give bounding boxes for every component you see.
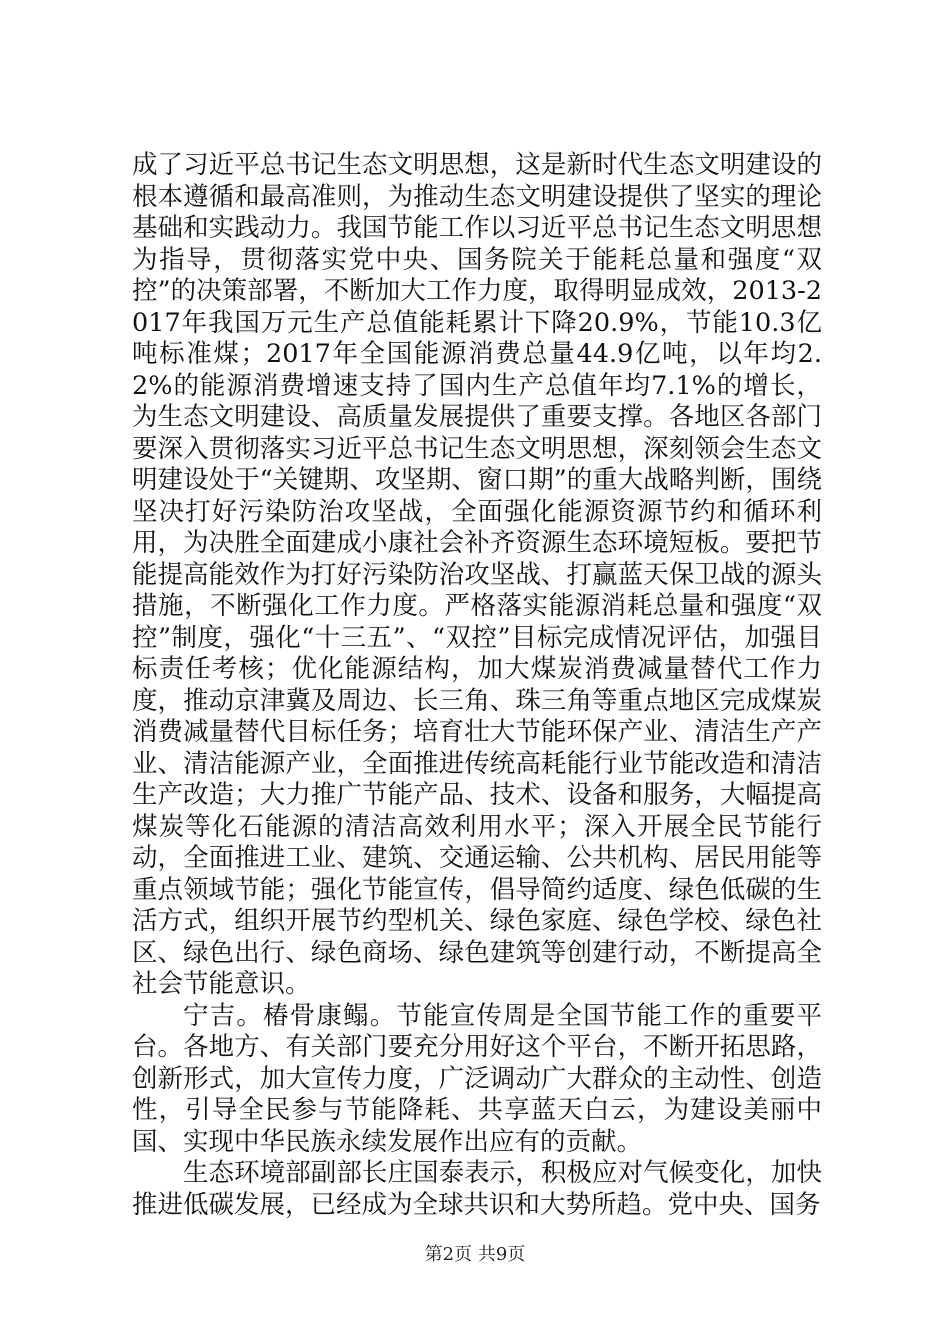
paragraph-3: 生态环境部副部长庄国泰表示，积极应对气候变化，加快推进低碳发展，已经成为全球共识和大势所趋。党中央、国务 (132, 1158, 822, 1220)
paragraph-1: 成了习近平总书记生态文明思想，这是新时代生态文明建设的根本遵循和最高准则，为推动生态文明建设提供了坚实的理论基础和实践动力。我国节能工作以习近平总书记生态文明思想为指导，贯彻落实党中央、国务院关于能耗总量和强度“双控”的决策部署，不断加大工作力度，取得明显成效，2013-2017年我国万元生产总值能耗累计下降20.9%，节能10.3亿吨标准煤；2017年全国能源消费总量44.9亿吨，以年均2.2%的能源消费增速支持了国内生产总值年均7.1%的增长，为生态文明建设、高质量发展提供了重要支撑。各地区各部门要深入贯彻落实习近平总书记生态文明思想，深刻领会生态文明建设处于“关键期、攻坚期、窗口期”的重大战略判断，围绕坚决打好污染防治攻坚战，全面强化能源资源节约和循环利用，为决胜全面建成小康社会补齐资源生态环境短板。要把节能提高能效作为打好污染防治攻坚战、打赢蓝天保卫战的源头措施，不断强化工作力度。严格落实能源消耗总量和强度“双控”制度，强化“十三五”、“双控”目标完成情况评估，加强目标责任考核；优化能源结构，加大煤炭消费减量替代工作力度，推动京津冀及周边、长三角、珠三角等重点地区完成煤炭消费减量替代目标任务；培育壮大节能环保产业、清洁生产产业、清洁能源产业，全面推进传统高耗能行业节能改造和清洁生产改造；大力推广节能产品、技术、设备和服务，大幅提高煤炭等化石能源的清洁高效利用水平；深入开展全民节能行动，全面推进工业、建筑、交通运输、公共机构、居民用能等重点领域节能；强化节能宣传，倡导简约适度、绿色低碳的生活方式，组织开展节约型机关、绿色家庭、绿色学校、绿色社区、绿色出行、绿色商场、绿色建筑等创建行动，不断提高全社会节能意识。 (132, 150, 822, 999)
paragraph-2: 宁吉。椿骨康鳎。节能宣传周是全国节能工作的重要平台。各地方、有关部门要充分用好这个平台，不断开拓思路，创新形式，加大宣传力度，广泛调动广大群众的主动性、创造性，引导全民参与节能降耗、共享蓝天白云，为建设美丽中国、实现中华民族永续发展作出应有的贡献。 (132, 1000, 822, 1157)
document-body (132, 150, 822, 1221)
page-number-footer: 第2页 共9页 (424, 1244, 526, 1265)
